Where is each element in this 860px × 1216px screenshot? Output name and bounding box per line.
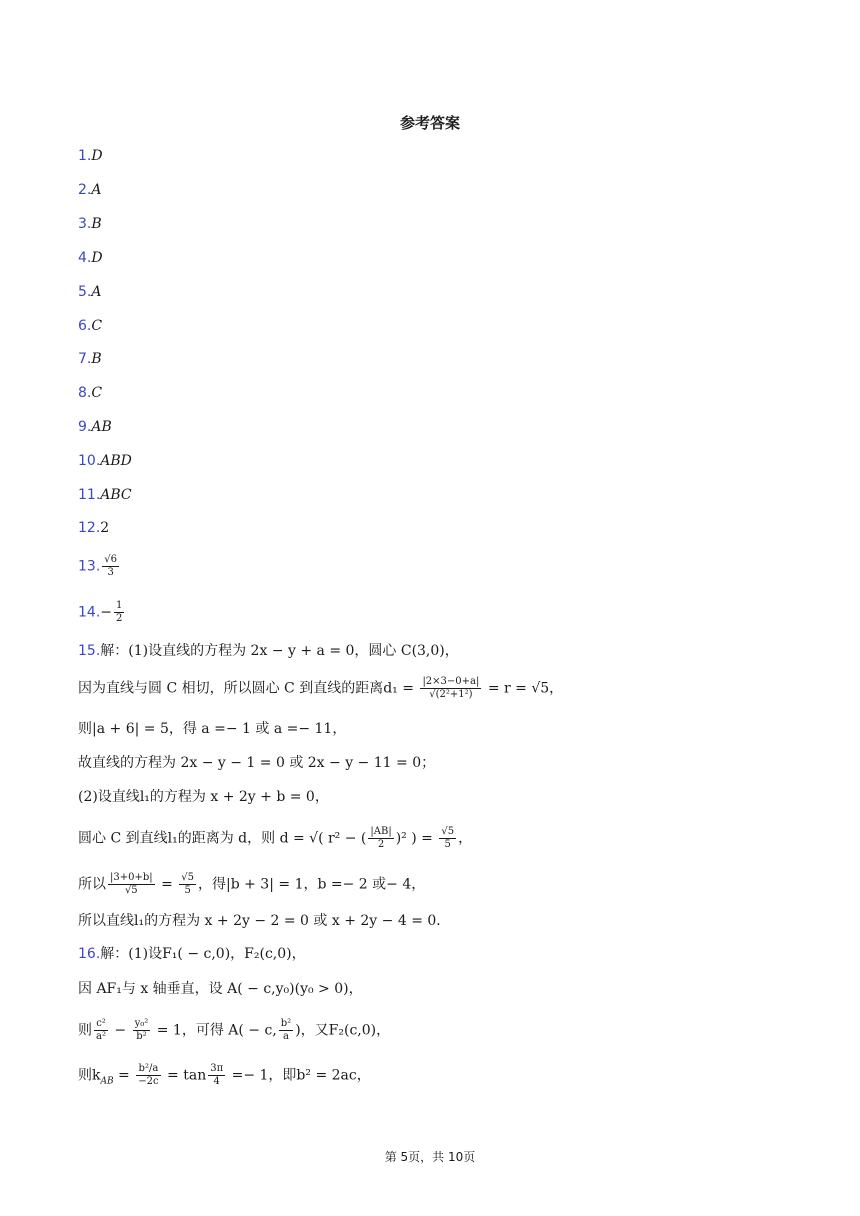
answer-item: 9.AB [78, 419, 112, 435]
solution-line: 15.解：(1)设直线的方程为 2x − y + a = 0，圆心 C(3,0)， [78, 643, 459, 659]
answer-item: 2.A [78, 182, 102, 198]
solution-line: 圆心 C 到直线l₁的距离为 d，则 d = √( r² − ( $\frac{|AB|}{2}$ )² ) = $\frac{√5}{5}$ ， [78, 826, 473, 850]
answer-item: 14.− $\frac{1}{2}$ [78, 600, 123, 624]
answer-item: 8.C [78, 385, 103, 401]
solution-line: 所以直线l₁的方程为 x + 2y − 2 = 0 或 x + 2y − 4 = 0． [78, 913, 451, 929]
answer-item: 7.B [78, 351, 102, 367]
solution-line: 则|a + 6| = 5，得 a =− 1 或 a =− 11， [78, 721, 347, 737]
fraction: $\frac{√6}{3}$ [104, 554, 117, 578]
solution-line: 因 AF₁与 x 轴垂直，设 A( − c,y₀)(y₀ > 0)， [78, 981, 363, 997]
solution-line: 则$k_{AB}$ = $\frac{\text{b²/a}}{-2c}$ = tan $\frac{3\pi}{4}$ =− 1，即b² = 2ac， [78, 1063, 371, 1087]
answer-item: 5.A [78, 284, 102, 300]
answer-item: 13. $\frac{√6}{3}$ [78, 554, 117, 578]
answer-item: 10.ABD [78, 453, 132, 469]
answer-item: 6.C [78, 318, 103, 334]
answer-item: 4.D [78, 250, 103, 266]
solution-line: (2)设直线l₁的方程为 x + 2y + b = 0， [78, 789, 329, 805]
solution-line: 因为直线与圆 C 相切，所以圆心 C 到直线的距离d₁ = $\frac{|2\times 3-0+a|}{\text{√(2²+1²)}}$ = r = √5， [78, 676, 564, 700]
solution-line: 则 $\frac{\text{c²}}{\text{a²}}$ − $\frac{\text{y₀²}}{\text{b²}}$ = 1，可得 A( − c, $\frac{\text{b²}}{a}$ )，又F₂(c,0)， [78, 1018, 391, 1042]
page-footer: 第 5页，共 10页 [384, 1150, 476, 1164]
fraction: $\frac{1}{2}$ [116, 600, 123, 624]
answer-item: 3.B [78, 216, 102, 232]
solution-line: 故直线的方程为 2x − y − 1 = 0 或 2x − y − 11 = 0； [78, 755, 436, 771]
solution-line: 所以 $\frac{|3+0+b|}{√5}$ = $\frac{√5}{5}$ ，得|b + 3| = 1，b =− 2 或− 4， [78, 872, 426, 896]
answer-item: 12.2 [78, 520, 110, 536]
page-title: 参考答案 [399, 114, 460, 132]
answer-item: 11.ABC [78, 487, 132, 503]
answer-item: 1.D [78, 148, 103, 164]
solution-line: 16.解：(1)设F₁( − c,0)，F₂(c,0)， [78, 946, 306, 962]
